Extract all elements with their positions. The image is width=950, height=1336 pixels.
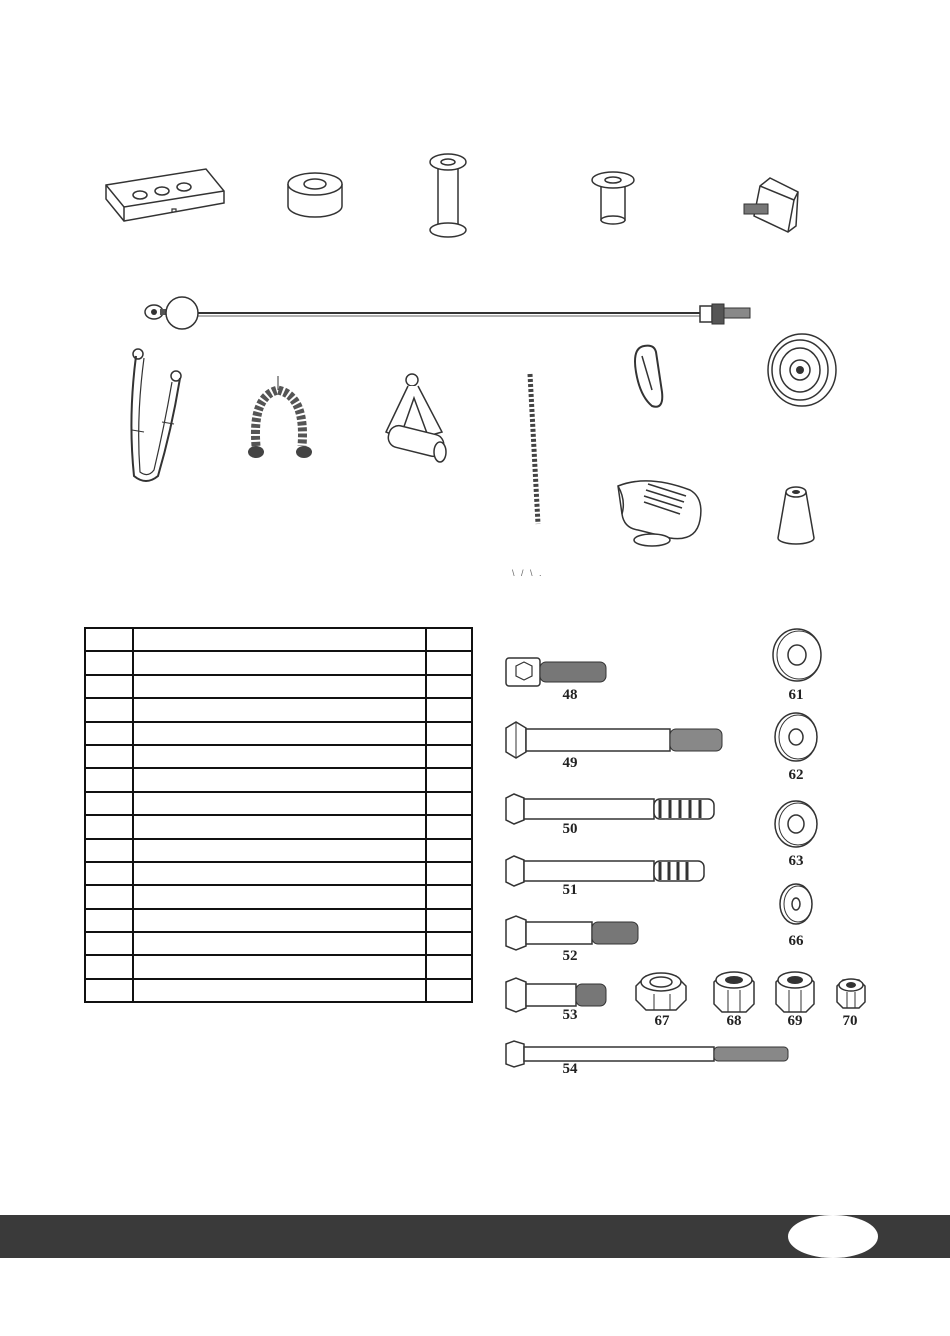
table-cell <box>85 839 133 862</box>
table-cell <box>133 628 426 651</box>
table-row <box>85 675 472 698</box>
table-cell <box>85 815 133 838</box>
hardware-label-51: 51 <box>562 882 578 898</box>
table-cell <box>85 675 133 698</box>
parts-list-table <box>84 627 473 1003</box>
table-cell <box>426 675 472 698</box>
tricep-rope-icon <box>244 376 324 462</box>
table-cell <box>133 909 426 932</box>
table-cell <box>426 651 472 674</box>
pulley-wheel-icon <box>762 330 838 410</box>
stray-marks: \ / \ . <box>512 568 544 578</box>
bolt-50-icon <box>504 792 718 826</box>
table-cell <box>426 955 472 978</box>
table-cell <box>426 745 472 768</box>
table-row <box>85 955 472 978</box>
table-cell <box>133 955 426 978</box>
table-cell <box>426 722 472 745</box>
table-cell <box>133 675 426 698</box>
table-cell <box>85 722 133 745</box>
table-cell <box>426 768 472 791</box>
bracket-clip-icon <box>740 176 806 236</box>
table-cell <box>133 979 426 1002</box>
bolt-49-icon <box>504 720 726 760</box>
nut-67-icon <box>632 966 690 1014</box>
table-row <box>85 745 472 768</box>
nut-68-icon <box>710 966 758 1014</box>
table-row <box>85 792 472 815</box>
cone-stopper-icon <box>774 482 818 546</box>
table-cell <box>133 651 426 674</box>
table-cell <box>426 628 472 651</box>
table-cell <box>85 698 133 721</box>
washer-62-icon <box>772 710 820 764</box>
hardware-label-66: 66 <box>788 933 804 949</box>
table-row <box>85 839 472 862</box>
table-cell <box>133 722 426 745</box>
flanged-bushing-icon <box>588 168 638 228</box>
hardware-label-50: 50 <box>562 821 578 837</box>
hardware-label-48: 48 <box>562 687 578 703</box>
table-cell <box>85 979 133 1002</box>
nut-69-icon <box>772 966 818 1014</box>
washer-66-icon <box>776 880 816 928</box>
table-cell <box>426 862 472 885</box>
table-row <box>85 628 472 651</box>
table-row <box>85 651 472 674</box>
hardware-label-54: 54 <box>562 1061 578 1077</box>
table-cell <box>426 839 472 862</box>
page-number-oval <box>788 1215 878 1258</box>
table-cell <box>85 862 133 885</box>
table-cell <box>426 792 472 815</box>
table-cell <box>133 698 426 721</box>
table-cell <box>85 651 133 674</box>
table-cell <box>85 885 133 908</box>
table-row <box>85 979 472 1002</box>
table-row <box>85 932 472 955</box>
table-cell <box>426 979 472 1002</box>
table-row <box>85 885 472 908</box>
hardware-label-67: 67 <box>654 1013 670 1029</box>
ankle-strap-icon <box>124 348 190 490</box>
table-cell <box>133 768 426 791</box>
pulley-cover-icon <box>608 476 708 552</box>
table-cell <box>133 885 426 908</box>
hardware-label-63: 63 <box>788 853 804 869</box>
table-cell <box>426 885 472 908</box>
hardware-label-69: 69 <box>787 1013 803 1029</box>
table-cell <box>85 768 133 791</box>
table-cell <box>85 909 133 932</box>
table-cell <box>85 745 133 768</box>
bolt-51-icon <box>504 854 708 888</box>
hardware-label-53: 53 <box>562 1007 578 1023</box>
table-cell <box>426 909 472 932</box>
table-cell <box>133 932 426 955</box>
washer-63-icon <box>772 798 820 850</box>
washer-61-icon <box>770 626 824 684</box>
table-cell <box>133 815 426 838</box>
table-cell <box>133 862 426 885</box>
hardware-label-62: 62 <box>788 767 804 783</box>
table-row <box>85 909 472 932</box>
spacer-ring-icon <box>284 170 346 220</box>
table-cell <box>133 839 426 862</box>
hardware-label-52: 52 <box>562 948 578 964</box>
cable-with-ball-stop-icon <box>140 292 756 332</box>
table-cell <box>133 745 426 768</box>
bolt-52-icon <box>504 914 642 952</box>
three-hole-plate-icon <box>102 165 228 225</box>
table-cell <box>426 815 472 838</box>
bolt-54-icon <box>504 1040 792 1068</box>
table-row <box>85 815 472 838</box>
table-cell <box>426 698 472 721</box>
table-row <box>85 698 472 721</box>
stirrup-handle-icon <box>380 372 452 468</box>
hardware-label-49: 49 <box>562 755 578 771</box>
chain-icon <box>524 372 546 528</box>
table-row <box>85 768 472 791</box>
table-cell <box>85 792 133 815</box>
carabiner-icon <box>630 342 670 414</box>
hardware-label-70: 70 <box>842 1013 858 1029</box>
table-row <box>85 722 472 745</box>
nut-70-icon <box>834 974 868 1010</box>
table-cell <box>426 932 472 955</box>
table-cell <box>85 955 133 978</box>
bolt-48-icon <box>504 656 610 688</box>
table-cell <box>85 628 133 651</box>
table-cell <box>85 932 133 955</box>
hardware-label-68: 68 <box>726 1013 742 1029</box>
spool-axle-icon <box>426 150 470 242</box>
table-cell <box>133 792 426 815</box>
hardware-label-61: 61 <box>788 687 804 703</box>
table-row <box>85 862 472 885</box>
